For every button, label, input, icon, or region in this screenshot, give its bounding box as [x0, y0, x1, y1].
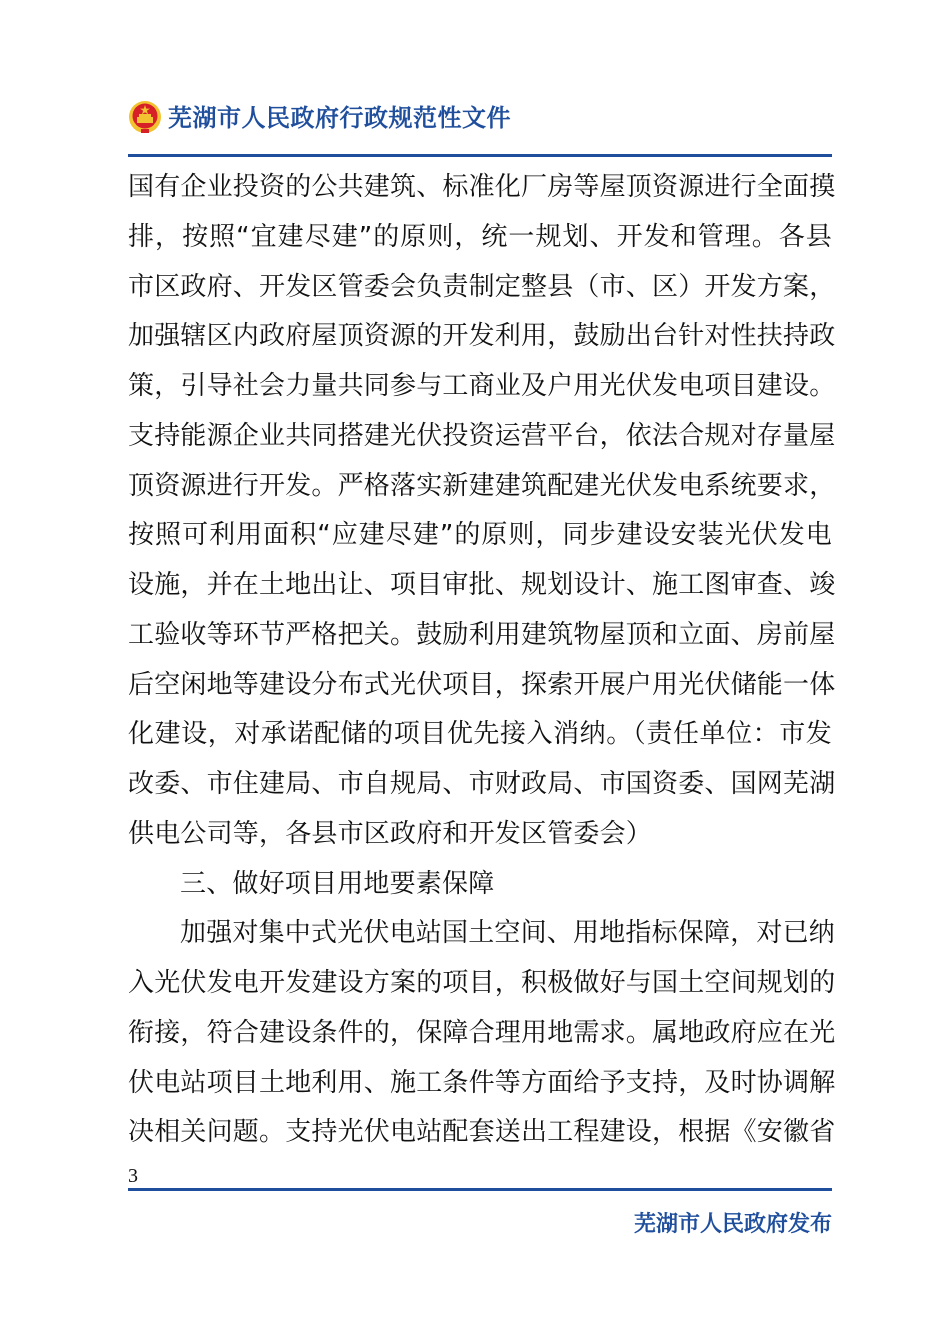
header-title: 芜湖市人民政府行政规范性文件: [168, 104, 511, 132]
document-body: [128, 163, 836, 1158]
footer-divider: [128, 1188, 832, 1191]
body-line: 设施，并在土地出让、项目审批、规划设计、施工图审查、竣: [128, 570, 836, 600]
body-line: 入光伏发电开发建设方案的项目，积极做好与国土空间规划的: [128, 968, 836, 998]
body-line: 工验收等环节严格把关。鼓励利用建筑物屋顶和立面、房前屋: [128, 619, 836, 650]
body-line: 后空闲地等建设分布式光伏项目，探索开展户用光伏储能一体: [128, 669, 836, 700]
body-line: 加强对集中式光伏电站国土空间、用地指标保障，对已纳: [180, 918, 836, 949]
national-emblem-icon: [128, 100, 162, 134]
document-header: [128, 96, 832, 142]
body-line: 市区政府、开发区管委会负责制定整县（市、区）开发方案，: [128, 271, 836, 302]
body-line: 按照可利用面积“应建尽建”的原则，同步建设安装光伏发电: [128, 520, 832, 551]
body-line: 供电公司等，各县市区政府和开发区管委会）: [128, 818, 653, 849]
body-line: 排，按照“宜建尽建”的原则，统一规划、开发和管理。各县: [128, 221, 832, 252]
body-line: 改委、市住建局、市自规局、市财政局、市国资委、国网芜湖: [128, 769, 836, 799]
body-line: 顶资源进行开发。严格落实新建建筑配建光伏发电系统要求，: [128, 470, 836, 501]
body-line: 加强辖区内政府屋顶资源的开发利用，鼓励出台针对性扶持政: [128, 321, 836, 352]
section-heading: 三、做好项目用地要素保障: [180, 868, 495, 899]
body-line: 国有企业投资的公共建筑、标准化厂房等屋顶资源进行全面摸: [128, 172, 836, 202]
header-divider: [128, 154, 832, 157]
body-line: 策，引导社会力量共同参与工商业及户用光伏发电项目建设。: [128, 371, 836, 401]
body-line: 衔接，符合建设条件的，保障合理用地需求。属地政府应在光: [128, 1017, 836, 1048]
body-line: 伏电站项目土地利用、施工条件等方面给予支持，及时协调解: [128, 1067, 836, 1098]
footer-publisher: 芜湖市人民政府发布: [633, 1212, 832, 1237]
body-line: 支持能源企业共同搭建光伏投资运营平台，依法合规对存量屋: [128, 420, 836, 451]
page-number: 3: [128, 1165, 138, 1187]
body-line: 决相关问题。支持光伏电站配套送出工程建设，根据《安徽省: [128, 1117, 836, 1148]
body-line: 化建设，对承诺配储的项目优先接入消纳。（责任单位：市发: [128, 719, 832, 750]
